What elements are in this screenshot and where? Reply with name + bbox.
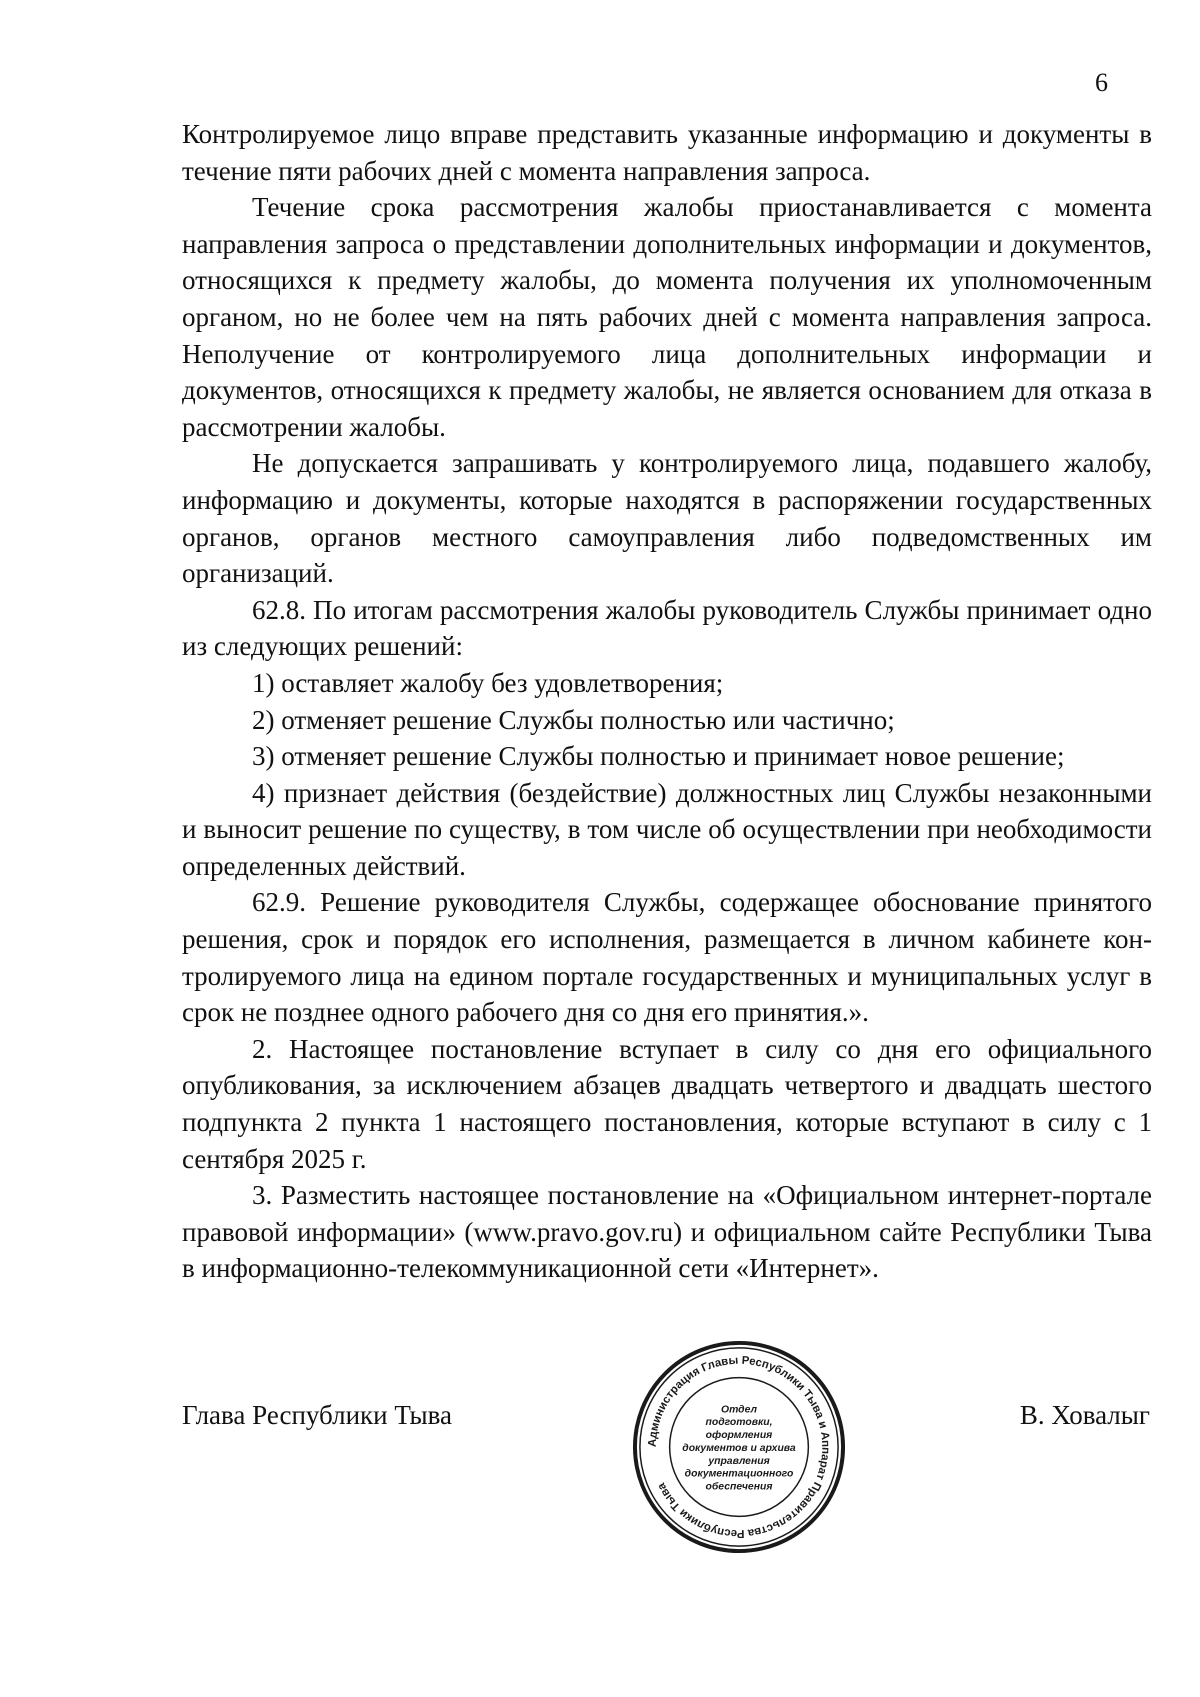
paragraph-2: Течение срока рассмотрения жалобы приостанавливается с момента направления запроса о представлении дополнительных информации и документов, относящихся к предмету жалобы, до момента получения их уполномоченным органом, но не более чем на пять рабочих дней с момента направления запроса. Неполучение от контролируемого лица дополнительных информации и документов, относящихся к предмету жалобы, не является основанием для отказа в рассмотрении жалобы.	[182, 192, 1152, 442]
clause-3: 3. Разместить настоящее постановление на «Официальном интернет-портале правовой информации» (www.pravo.gov.ru) и официальном сайте Республики Тыва в информационно-телекоммуникационной сети «Интернет».	[182, 1180, 1152, 1284]
decision-item-1: 1) оставляет жалобу без удовлетворения;	[252, 667, 724, 698]
official-seal	[630, 1338, 848, 1556]
decision-item-2: 2) отменяет решение Службы полностью или частично;	[252, 704, 895, 735]
signatory-position: Глава Республики Тыва	[182, 1400, 453, 1430]
paragraph-62-8: 62.8. По итогам рассмотрения жалобы руководитель Службы принимает одно из следующих решений:	[182, 594, 1152, 662]
seal-center-text	[682, 1404, 796, 1492]
paragraph-62-9: 62.9. Решение руководителя Службы, содержащее обоснование принятого решения, срок и порядок его исполнения, размещается в личном кабинете контролируемого лица на едином портале государственных и муниципальных услуг в срок не позднее одного рабочего дня со дня его принятия.».	[182, 887, 1152, 1028]
seal-center-line: документов и архива	[682, 1442, 796, 1454]
seal-center-line: Отдел	[721, 1404, 757, 1416]
seal-center-line: подготовки,	[705, 1417, 773, 1429]
decision-item-4: 4) признает действия (бездействие) должностных лиц Службы незаконными и выносит решение по существу, в том числе об осуществлении при необходимости определенных действий.	[182, 777, 1152, 881]
seal-center-line: оформления	[705, 1430, 773, 1442]
seal-center-line: управления	[708, 1455, 770, 1467]
paragraph-3: Не допускается запрашивать у контролируемого лица, подавшего жалобу, информацию и документы, которые находятся в распоряжении государственных органов, органов местного самоуправления либо подведомственных им организаций.	[182, 448, 1152, 589]
seal-graphic	[630, 1338, 848, 1556]
signatory-name: В. Ховалыг	[1019, 1400, 1150, 1430]
seal-ring-text: Администрация Главы Республики Тыва и Аппарат Правительства Республики Тыва	[646, 1354, 832, 1540]
seal-center-line: обеспечения	[705, 1481, 773, 1493]
seal-center-line: документационного	[684, 1468, 794, 1480]
document-body	[182, 116, 1152, 1287]
paragraph-1: Контролируемое лицо вправе представить указанные информацию и документы в течение пяти рабочих дней с момента направления запроса.	[182, 119, 1152, 186]
clause-2: 2. Настоящее постановление вступает в силу со дня его официального опубликования, за исключением абзацев двадцать четвертого и двадцать шестого подпункта 2 пункта 1 настоящего постановления, которые вступают в силу с 1 сентября 2025 г.	[182, 1033, 1152, 1174]
page-number: 6	[1095, 68, 1108, 97]
decision-item-3: 3) отменяет решение Службы полностью и принимает новое решение;	[252, 741, 1065, 772]
